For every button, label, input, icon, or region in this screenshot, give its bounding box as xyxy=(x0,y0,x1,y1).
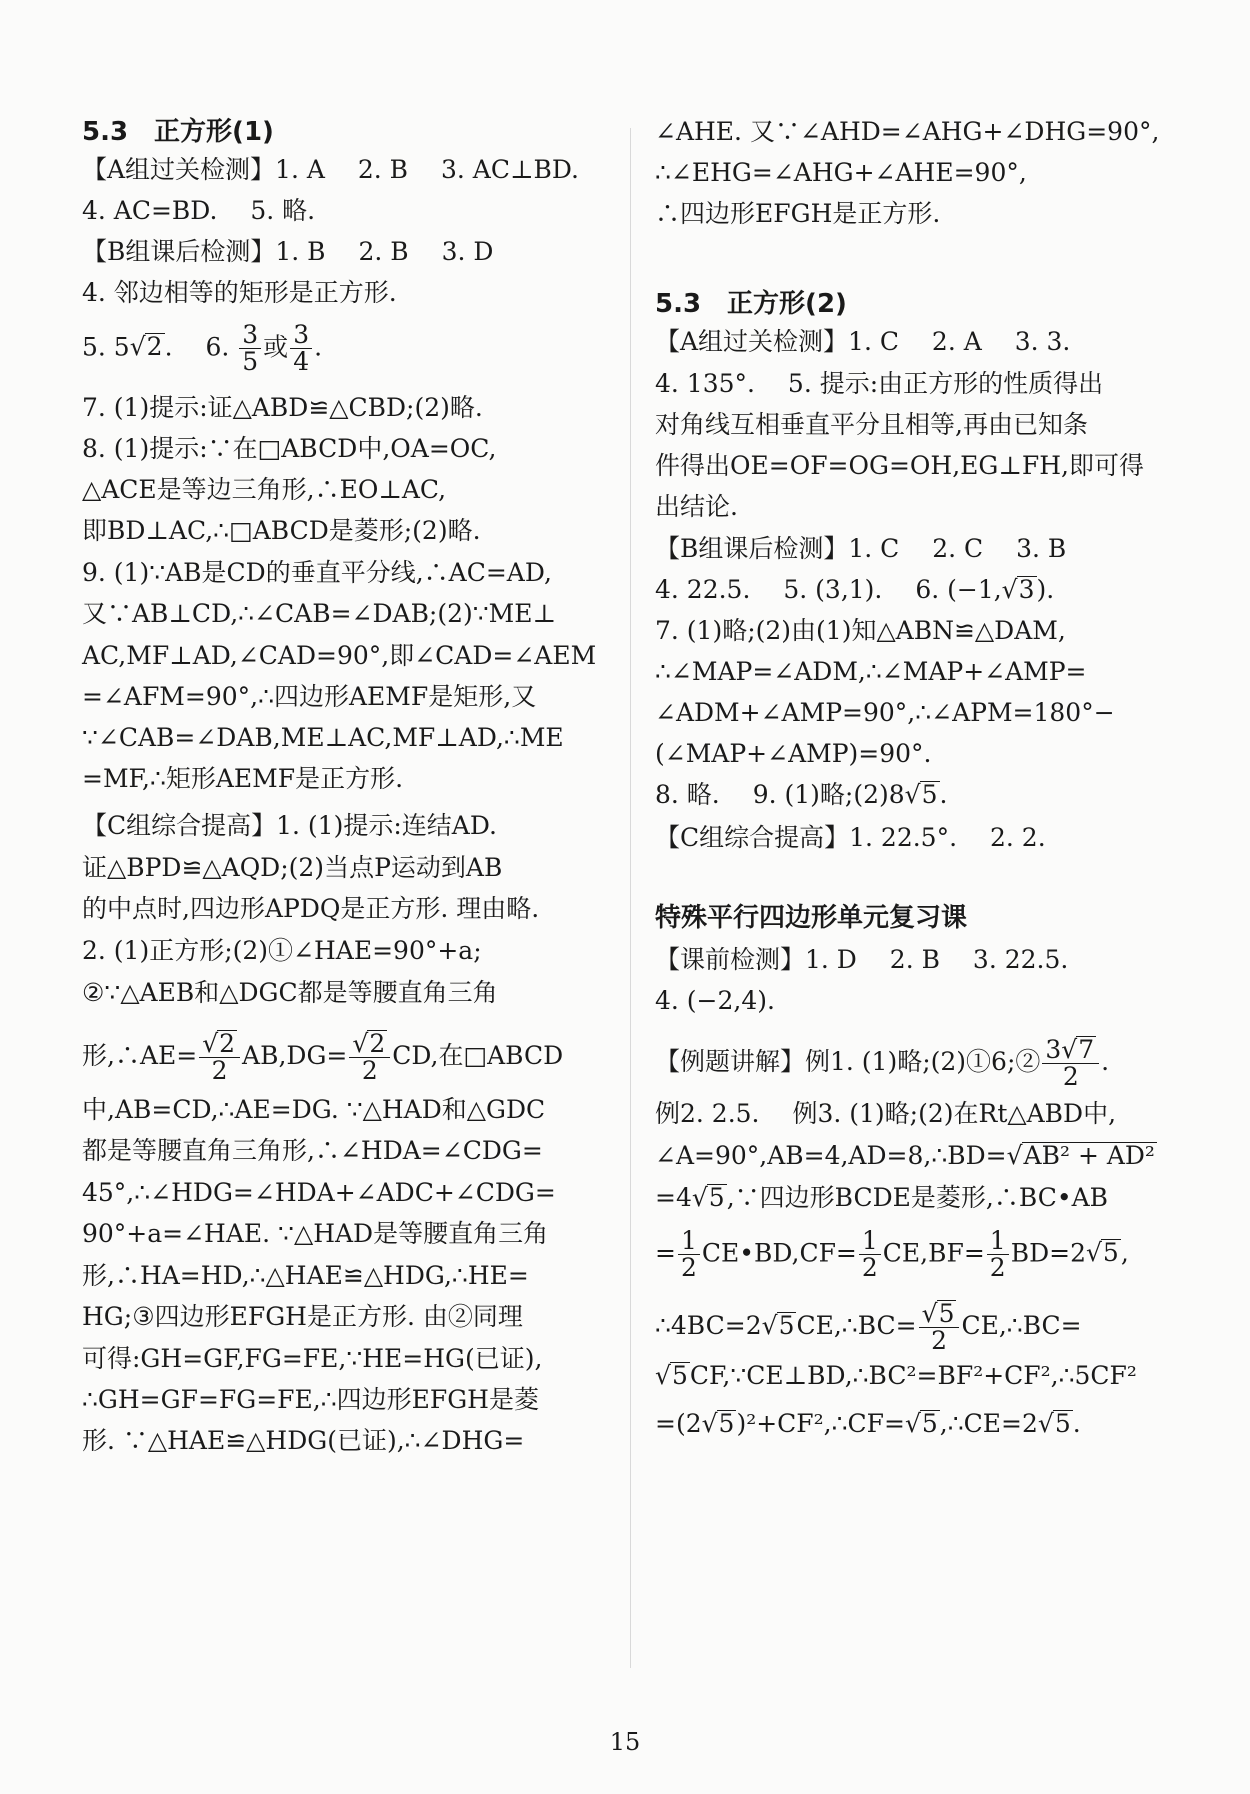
text-line: 4. 邻边相等的矩形是正方形. xyxy=(82,278,397,307)
text-line: 2. (1)正方形;(2)①∠HAE=90°+a; xyxy=(82,936,482,965)
text-line: ∴∠EHG=∠AHG+∠AHE=90°, xyxy=(655,158,1027,187)
text-line: =4√5,∵四边形BCDE是菱形,∴BC•AB xyxy=(655,1183,1108,1212)
text-line: √5CF,∵CE⊥BD,∴BC²=BF²+CF²,∴5CF² xyxy=(655,1361,1137,1390)
text-line: 【例题讲解】例1. (1)略;(2)①6;② $\frac{3√7}{2}$ . xyxy=(655,1035,1110,1092)
text-line: 形,∴AE= $\frac{√2}{2}$ AB,DG= $\frac{√2}{2}$ CD,在□ABCD xyxy=(82,1029,564,1086)
text-line: 【A组过关检测】1. A 2. B 3. AC⊥BD. xyxy=(82,155,579,184)
text-line: 90°+a=∠HAE. ∵△HAD是等腰直角三角 xyxy=(82,1219,549,1248)
text-line: 对角线互相垂直平分且相等,再由已知条 xyxy=(655,410,1088,439)
text-line: 45°,∴∠HDG=∠HDA+∠ADC+∠CDG= xyxy=(82,1178,556,1207)
text-line: HG;③四边形EFGH是正方形. 由②同理 xyxy=(82,1302,523,1331)
text-line: 出结论. xyxy=(655,492,738,521)
fraction: $\frac{3}{4}$ xyxy=(290,322,312,376)
text-line: 又∵AB⊥CD,∴∠CAB=∠DAB;(2)∵ME⊥ xyxy=(82,599,557,628)
section-heading-5-3-1: 5.3 正方形(1) xyxy=(82,117,274,147)
text-line: ∠ADM+∠AMP=90°,∴∠APM=180°− xyxy=(655,698,1115,727)
text-line: 中,AB=CD,∴AE=DG. ∵△HAD和△GDC xyxy=(82,1095,546,1124)
text-line: 4. 22.5. 5. (3,1). 6. (−1,√3). xyxy=(655,575,1055,604)
text-line: 7. (1)提示:证△ABD≌△CBD;(2)略. xyxy=(82,393,483,422)
text-line: 5. 5√2. 6. $\frac{3}{5}$ 或 $\frac{3}{4}$ . xyxy=(82,320,323,377)
text-line: AC,MF⊥AD,∠CAD=90°,即∠CAD=∠AEM xyxy=(82,641,597,670)
fraction: $\frac{1}{2}$ xyxy=(987,1228,1009,1282)
text-line: 都是等腰直角三角形,∴∠HDA=∠CDG= xyxy=(82,1136,543,1165)
text-line: 8. (1)提示:∵在□ABCD中,OA=OC, xyxy=(82,434,497,463)
column-divider xyxy=(630,128,631,1668)
text-line: =∠AFM=90°,∴四边形AEMF是矩形,又 xyxy=(82,682,537,711)
page-number: 15 xyxy=(609,1728,641,1756)
text-line: 形,∴HA=HD,∴△HAE≌△HDG,∴HE= xyxy=(82,1261,529,1290)
text-line: 4. 135°. 5. 提示:由正方形的性质得出 xyxy=(655,369,1104,398)
text-line: 4. (−2,4). xyxy=(655,986,775,1015)
text-line: ∠A=90°,AB=4,AD=8,∴BD=√AB² + AD² xyxy=(655,1141,1155,1170)
text-line: 例2. 2.5. 例3. (1)略;(2)在Rt△ABD中, xyxy=(655,1099,1117,1128)
fraction: $\frac{3}{5}$ xyxy=(239,322,261,376)
text-line: ∠AHE. 又∵∠AHD=∠AHG+∠DHG=90°, xyxy=(655,117,1160,146)
text-line: 4. AC=BD. 5. 略. xyxy=(82,196,316,225)
text-line: △ACE是等边三角形,∴EO⊥AC, xyxy=(82,475,447,504)
sqrt-sign: √ xyxy=(129,332,146,362)
text-line: 【课前检测】1. D 2. B 3. 22.5. xyxy=(655,945,1069,974)
text-line: 【A组过关检测】1. C 2. A 3. 3. xyxy=(655,327,1071,356)
text-line: 的中点时,四边形APDQ是正方形. 理由略. xyxy=(82,894,540,923)
section-heading-5-3-2: 5.3 正方形(2) xyxy=(655,289,847,319)
text-line: ∴4BC=2√5CE,∴BC= $\frac{√5}{2}$ CE,∴BC= xyxy=(655,1299,1082,1356)
text-line: ∴GH=GF=FG=FE,∴四边形EFGH是菱 xyxy=(82,1385,539,1414)
text-line: =(2√5)²+CF²,∴CF=√5,∴CE=2√5. xyxy=(655,1409,1081,1438)
text-line: 形. ∵△HAE≌△HDG(已证),∴∠DHG= xyxy=(82,1426,525,1455)
text-line: 【B组课后检测】1. C 2. C 3. B xyxy=(655,534,1067,563)
text-line: ②∵△AEB和△DGC都是等腰直角三角 xyxy=(82,978,498,1007)
text-line: 证△BPD≌△AQD;(2)当点P运动到AB xyxy=(82,853,503,882)
text-line: 【C组综合提高】1. (1)提示:连结AD. xyxy=(82,811,497,840)
text-line: 【C组综合提高】1. 22.5°. 2. 2. xyxy=(655,823,1046,852)
text-line: 可得:GH=GF,FG=FE,∵HE=HG(已证), xyxy=(82,1344,543,1373)
text-line: 即BD⊥AC,∴□ABCD是菱形;(2)略. xyxy=(82,516,481,545)
text-line: 【B组课后检测】1. B 2. B 3. D xyxy=(82,237,494,266)
fraction: $\frac{√2}{2}$ xyxy=(199,1030,240,1085)
text-line: = $\frac{1}{2}$ CE•BD,CF= $\frac{1}{2}$ CE,BF= $\frac{1}{2}$ BD=2√5, xyxy=(655,1226,1129,1283)
fraction: $\frac{3√7}{2}$ xyxy=(1042,1036,1099,1091)
text-line: 7. (1)略;(2)由(1)知△ABN≌△DAM, xyxy=(655,616,1066,645)
fraction: $\frac{√2}{2}$ xyxy=(349,1030,390,1085)
text-line: (∠MAP+∠AMP)=90°. xyxy=(655,739,932,768)
text-line: ∵∠CAB=∠DAB,ME⊥AC,MF⊥AD,∴ME xyxy=(82,723,564,752)
text-line: 9. (1)∵AB是CD的垂直平分线,∴AC=AD, xyxy=(82,558,552,587)
text-line: =MF,∴矩形AEMF是正方形. xyxy=(82,764,404,793)
text-line: 8. 略. 9. (1)略;(2)8√5. xyxy=(655,780,948,809)
fraction: $\frac{1}{2}$ xyxy=(678,1228,700,1282)
text-line: 件得出OE=OF=OG=OH,EG⊥FH,即可得 xyxy=(655,451,1144,480)
fraction: $\frac{√5}{2}$ xyxy=(919,1300,960,1355)
text-line: ∴∠MAP=∠ADM,∴∠MAP+∠AMP= xyxy=(655,657,1087,686)
text-line: ∴四边形EFGH是正方形. xyxy=(655,199,941,228)
fraction: $\frac{1}{2}$ xyxy=(859,1228,881,1282)
section-heading-review: 特殊平行四边形单元复习课 xyxy=(655,903,968,933)
